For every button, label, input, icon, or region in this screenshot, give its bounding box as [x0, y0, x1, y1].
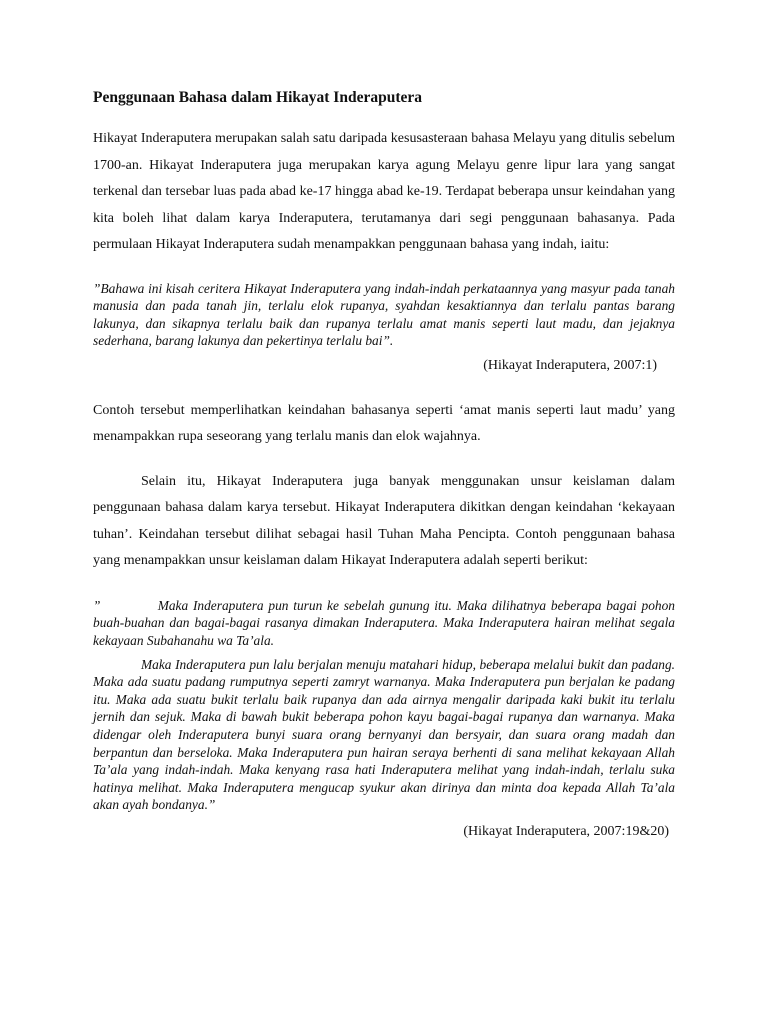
- document-title: Penggunaan Bahasa dalam Hikayat Inderaputera: [93, 89, 422, 106]
- quote-islamic-part-2: Maka Inderaputera pun lalu berjalan menuju matahari hidup, beberapa melalui bukit dan padang. Maka ada suatu padang rumputnya seperti zamryt warnanya. Maka Inderaputera pun berjalan ke padang itu. Maka ada suatu bukit terlalu baik rupanya dan ada airnya mengalir daripada kaki bukit itu terlalu jernih dan sejuk. Maka di bawah bukit beberapa pohon kayu bagai-bagai rupanya dan warnanya. Maka didengar oleh Inderaputera bunyi suara orang bernyanyi dan bersyair, dan suara orang madah dan berpantun dan berseloka. Maka Inderaputera pun hairan seraya berhenti di sana melihat kekayaan Allah Ta’ala yang indah-indah. Maka kenyang rasa hati Inderaputera melihat yang indah-indah, terlalu suka hatinya melihat. Maka Inderaputera mengucap syukur akan dirinya dan minta doa kepada Allah Ta’ala akan ayah bondanya.”: [93, 656, 675, 813]
- paragraph-islamic: Selain itu, Hikayat Inderaputera juga banyak menggunakan unsur keislaman dalam penggunaan bahasa dalam karya tersebut. Hikayat Inderaputera dikitkan dengan keindahan ‘kekayaan tuhan’. Keindahan tersebut dilihat sebagai hasil Tuhan Maha Pencipta. Contoh penggunaan bahasa yang menampakkan unsur keislaman dalam Hikayat Inderaputera adalah seperti berikut:: [93, 473, 675, 569]
- quote-opening: ”Bahawa ini kisah ceritera Hikayat Inderaputera yang indah-indah perkataannya yang masyur pada tanah manusia dan pada tanah jin, terlalu elok rupanya, syahdan kesaktiannya dan terlalu pantas barang lakunya, dan sikapnya terlalu baik dan rupanya terlalu amat manis seperti laut madu, dan jejaknya sederhana, barang lakunya dan pekertinya terlalu bai”.: [93, 280, 675, 349]
- paragraph-example: Contoh tersebut memperlihatkan keindahan bahasanya seperti ‘amat manis seperti laut madu’ yang menampakkan rupa seseorang yang terlalu manis dan elok wajahnya.: [93, 402, 675, 445]
- quote-islamic-part-1: ” Maka Inderaputera pun turun ke sebelah gunung itu. Maka dilihatnya beberapa bagai pohon buah-buahan dan bagai-bagai rasanya dimakan Inderaputera. Maka Inderaputera hairan melihat segala kekayaan Subahanahu wa Ta’ala.: [93, 597, 679, 649]
- citation-opening: (Hikayat Inderaputera, 2007:1): [483, 357, 657, 373]
- citation-islamic: (Hikayat Inderaputera, 2007:19&20): [463, 824, 669, 839]
- paragraph-intro: Hikayat Inderaputera merupakan salah satu daripada kesusasteraan bahasa Melayu yang ditulis sebelum 1700-an. Hikayat Inderaputera juga merupakan karya agung Melayu genre lipur lara yang sangat terkenal dan tersebar luas pada abad ke-17 hingga abad ke-19. Terdapat beberapa unsur keindahan yang kita boleh lihat dalam karya Inderaputera, terutamanya dari segi penggunaan bahasanya. Pada permulaan Hikayat Inderaputera sudah menampakkan penggunaan bahasa yang indah, iaitu:: [93, 131, 675, 252]
- document-page: [93, 88, 679, 842]
